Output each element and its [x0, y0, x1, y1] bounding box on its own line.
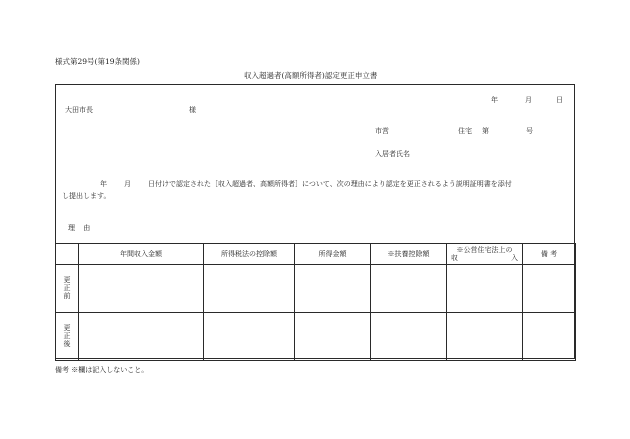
footnote: 備考 ※欄は記入しないこと。: [55, 366, 149, 374]
table-header-row: [56, 244, 576, 265]
header-corner-cell: [56, 244, 79, 265]
row-label-before: 更正前: [63, 275, 71, 300]
addressee-honorific: 様: [189, 106, 196, 114]
cell-remarks-before[interactable]: [523, 265, 576, 313]
cell-annual-income-after[interactable]: [79, 313, 204, 361]
date-year-label: 年: [491, 96, 498, 104]
cell-tax-deduction-before[interactable]: [204, 265, 295, 313]
header-public-housing-income-line2-right: 入: [511, 254, 518, 262]
addressee-mayor: 大田市長: [65, 106, 93, 114]
housing-residence-label: 住宅: [458, 127, 472, 135]
body-year-label: 年: [100, 180, 107, 188]
cell-income-amount-after[interactable]: [295, 313, 371, 361]
header-public-housing-income: [447, 244, 523, 265]
body-statement-line2: し提出します。: [62, 192, 111, 200]
form-number: 様式第29号(第19条関係): [55, 57, 140, 66]
form-title: 収入超過者(高額所得者)認定更正申立書: [244, 71, 378, 80]
reason-label: 理 由: [68, 224, 94, 232]
table-row: [56, 313, 576, 361]
body-statement-line1: 日付けで認定された［収入超過者、高額所得者］について、次の理由により認定を更正されるよう説明証明書を添付: [148, 180, 512, 188]
header-dependent-deduction: ※扶養控除額: [371, 244, 447, 265]
cell-dependent-deduction-after[interactable]: [371, 313, 447, 361]
header-annual-income: 年間収入金額: [79, 244, 204, 265]
income-table: [55, 243, 576, 361]
date-month-label: 月: [525, 96, 532, 104]
housing-number-label: 号: [526, 127, 533, 135]
header-public-housing-income-line2-left: 収: [451, 254, 458, 262]
header-income-amount: 所得金額: [295, 244, 371, 265]
row-label-cell: [56, 313, 79, 361]
cell-dependent-deduction-before[interactable]: [371, 265, 447, 313]
body-month-label: 月: [124, 180, 131, 188]
cell-remarks-after[interactable]: [523, 313, 576, 361]
cell-income-amount-before[interactable]: [295, 265, 371, 313]
cell-public-housing-income-after[interactable]: [447, 313, 523, 361]
header-remarks: 備 考: [523, 244, 576, 265]
row-label-after: 更正後: [63, 323, 71, 348]
housing-city-prefix: 市営: [375, 127, 389, 135]
cell-public-housing-income-before[interactable]: [447, 265, 523, 313]
table-row: [56, 265, 576, 313]
header-income-tax-deduction: 所得税法の控除額: [204, 244, 295, 265]
resident-name-label: 入居者氏名: [375, 150, 410, 158]
header-public-housing-income-line1: ※公営住宅法上の: [456, 245, 513, 254]
row-label-cell: [56, 265, 79, 313]
cell-tax-deduction-after[interactable]: [204, 313, 295, 361]
housing-block-label: 第: [482, 127, 489, 135]
cell-annual-income-before[interactable]: [79, 265, 204, 313]
date-day-label: 日: [556, 96, 563, 104]
